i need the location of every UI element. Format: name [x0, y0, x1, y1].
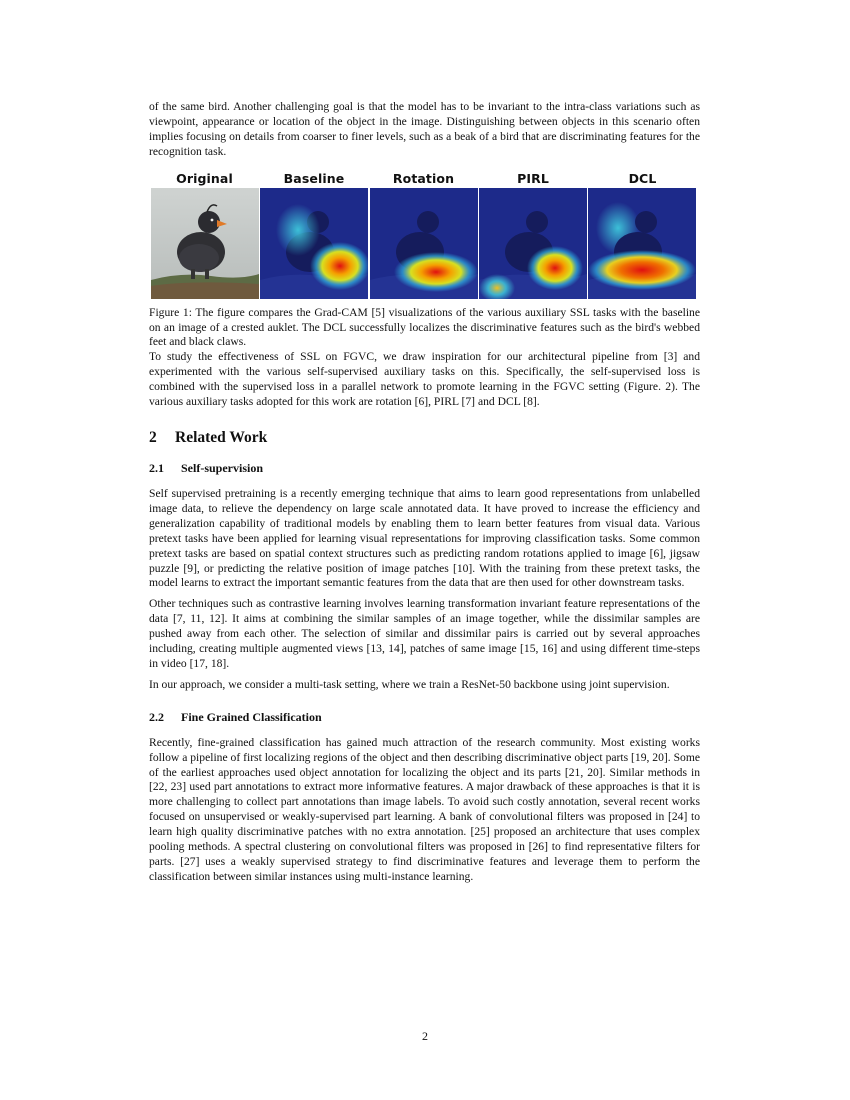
figure-1 [149, 171, 700, 351]
column-title-original: Original [176, 170, 233, 186]
panel-baseline-heatmap [260, 188, 368, 299]
column-title-rotation: Rotation [392, 170, 455, 186]
fine-grained-paragraph-1: Recently, fine-grained classification has gained much attraction of the research community. Most existing works follow a pipeline of first localizing regions of the object and then describing discriminative object parts [19, 20]. Some of the earliest approaches used object annotation for localizing the object and its parts [21, 20]. Similar methods in [22, 23] used part annotations to extract more informative features. A major drawback of these approaches is that it is more challenging to collect part annotations than image labels. To avoid such costly annotation, several recent works focused on unsupervised or weakly-supervised part learning. A bank of convolutional filters was proposed in [24] to learn high quality discriminative patches with no extra annotation. [25] proposed an architecture that uses complex pooling methods. A spectral clustering on convolutional filters was proposed in [26] to find representative filters for parts. [27] uses a weakly supervised strategy to find discriminative features and leverage them to perform the classification between similar instances using multi-instance learning. [149, 735, 700, 883]
panel-rotation-heatmap [370, 188, 478, 299]
study-paragraph: To study the effectiveness of SSL on FGVC, we draw inspiration for our architectural pipeline from [3] and experimented with the various self-supervised auxiliary tasks on this. Specifically, the self-supervised loss is combined with the supervised loss in a parallel network to promote learning in the FGVC setting (Figure. 2). The various auxiliary tasks adopted for this work are rotation [6], PIRL [7] and DCL [8]. [149, 350, 700, 409]
column-title-baseline: Baseline [283, 170, 345, 186]
subsection-heading-self-supervision [149, 460, 700, 476]
subsection-heading-fine-grained [149, 709, 700, 725]
figure-caption: Figure 1: The figure compares the Grad-CAM [5] visualizations of the various auxiliary SSL tasks with the baseline on an image of a crested auklet. The DCL successfully localizes the discriminative features such as the bird's webbed feet and black claws. [149, 305, 700, 349]
subsection-number: 2.2 [149, 709, 164, 724]
figure-column-titles [151, 171, 696, 186]
page-number: 2 [422, 1029, 428, 1043]
subsection-title: Self-supervision [181, 460, 264, 475]
panel-dcl-heatmap [588, 188, 696, 299]
subsection-title: Fine Grained Classification [181, 709, 322, 724]
self-supervision-paragraph-1: Self supervised pretraining is a recently emerging technique that aims to learn good representations from unlabelled image data, to relieve the dependency on large scale annotated data. It have proved to increase the efficiency and generalization capability of traditional models by enabling them to learn better features from visual data. Various pretext tasks have been applied for learning visual representations for improving classification tasks. Some common pretext tasks are based on spatial context structures such as predicting random rotations applied to image [6], jigsaw puzzle [9], or predicting the relative position of image patches [10]. With the training from these pretext tasks, the model learns to extract the important semantic features from the data that are then used for other downstream tasks. [149, 486, 700, 590]
paper-page [149, 100, 700, 885]
intro-paragraph: of the same bird. Another challenging goal is that the model has to be invariant to the intra-class variations such as viewpoint, appearance or location of the object in the image. Distinguishing between objects in this scenario often implies focusing on details from coarser to finer levels, such as a beak of a bird that are discriminating features for the recognition task. [149, 100, 700, 158]
column-title-pirl: PIRL [517, 170, 549, 186]
section-title: Related Work [175, 428, 268, 446]
figure-panels [151, 188, 696, 299]
panel-original-image [151, 188, 259, 299]
column-title-dcl: DCL [628, 170, 657, 186]
self-supervision-paragraph-2: Other techniques such as contrastive learning involves learning transformation invariant feature representations of the data [7, 11, 12]. It aims at combining the similar samples of an image together, while the dissimilar samples are pushed away from each other. The selection of similar and dissimilar pairs is carried out by several approaches including, creating multiple augmented views [13, 14], patches of same image [15, 16] and using different time-steps in video [17, 18]. [149, 597, 700, 670]
self-supervision-paragraph-3: In our approach, we consider a multi-task setting, where we train a ResNet-50 backbone using joint supervision. [149, 677, 670, 691]
section-heading [149, 428, 700, 448]
panel-pirl-heatmap [479, 188, 587, 299]
subsection-number: 2.1 [149, 460, 164, 475]
section-number: 2 [149, 428, 157, 446]
